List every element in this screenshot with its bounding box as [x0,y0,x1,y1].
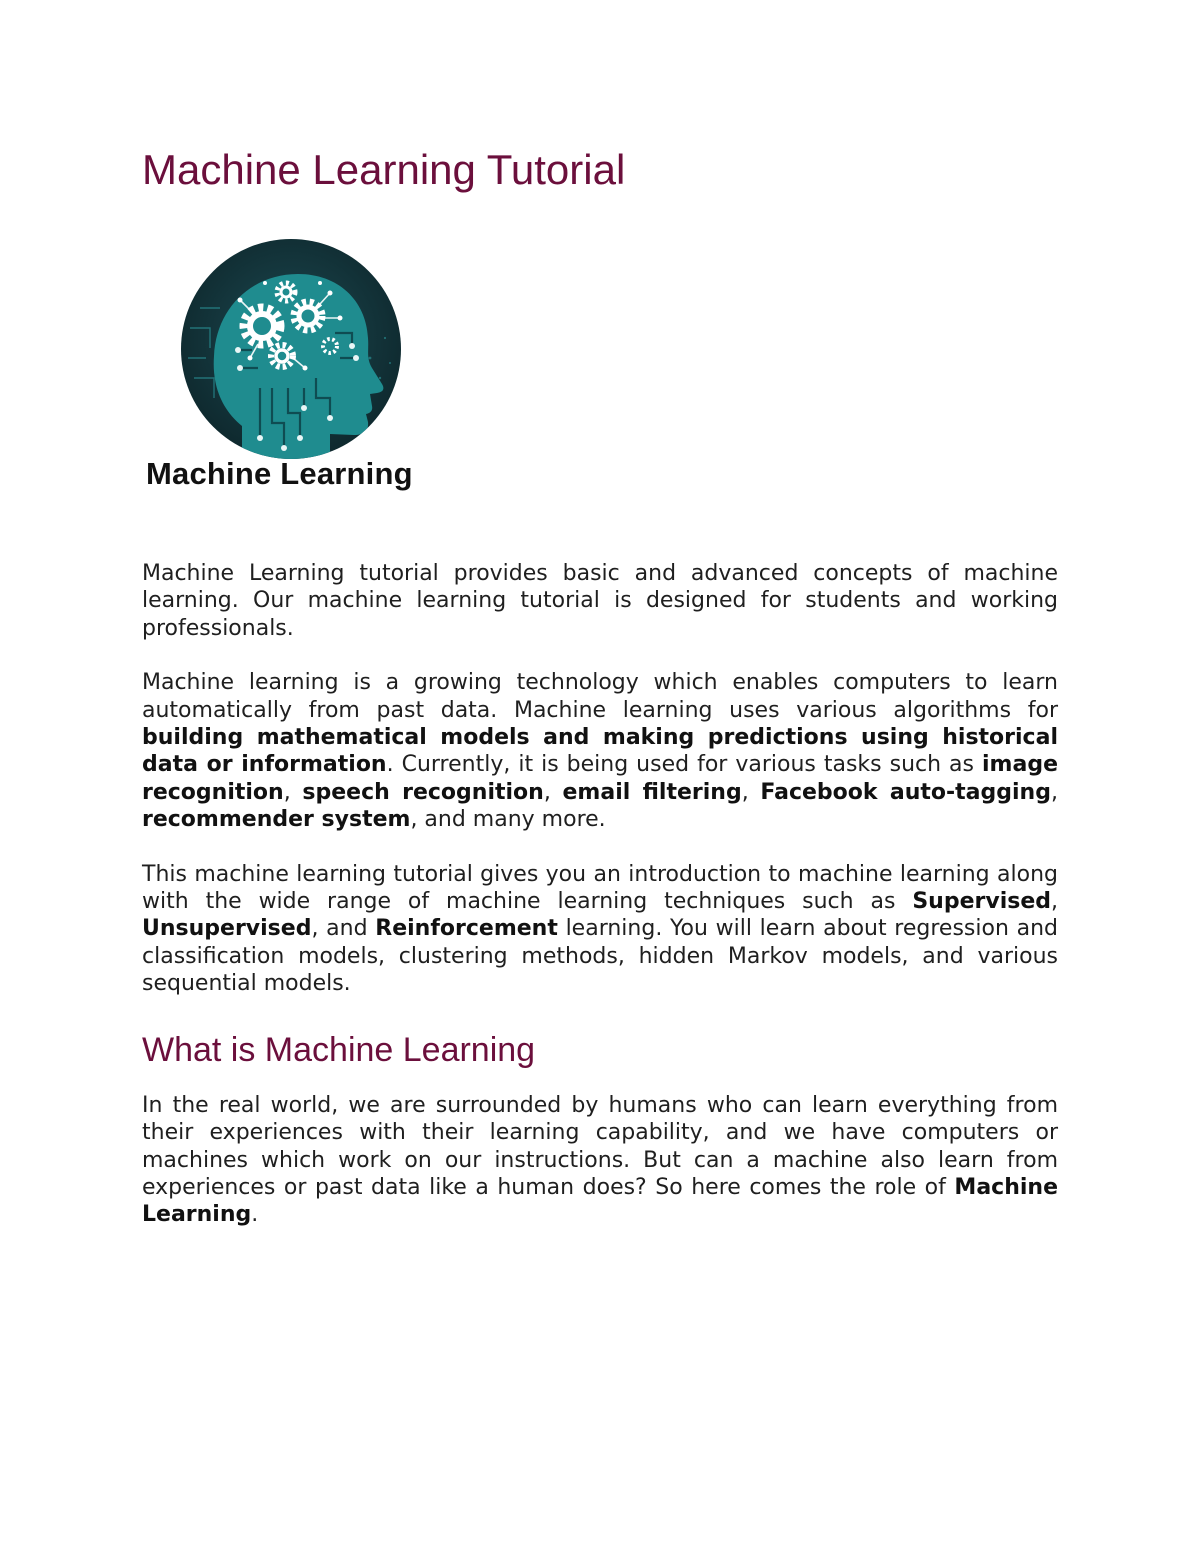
bold-span: email filtering [562,779,742,805]
machine-learning-logo [142,238,462,528]
page-title: Machine Learning Tutorial [142,146,626,193]
section-heading: What is Machine Learning [142,1030,536,1069]
bold-span: Facebook auto-tagging [760,779,1051,805]
text-span: . Currently, it is being used for various tasks such as [386,752,983,778]
bold-span: recommender system [142,807,411,833]
bold-span: image recognition [142,752,1058,805]
bold-span: Reinforcement [375,916,558,942]
text-span: , [1050,779,1058,805]
intro-paragraph-1: Machine Learning tutorial provides basic and advanced concepts of machine learning. Our machine learning tutorial is designed for students and working professionals. [142,561,1058,641]
text-span: Machine learning is a growing technology which enables computers to learn automatically from past data. Machine learning uses various algorithms for [142,670,1058,723]
text-span: In the real world, we are surrounded by humans who can learn everything from their experiences with their learning capability, and we have computers or machines which work on our instructions. But can a machine also learn from experiences or past data like a human does? So here comes the role of [142,1092,1058,1200]
intro-paragraph-2 [142,669,1058,833]
text-span: , [1051,889,1058,915]
text-span: This machine learning tutorial gives you an introduction to machine learning along with the wide range of machine learning techniques such as [142,861,1058,915]
text-span: . [251,1202,259,1228]
logo-caption: Machine Learning [146,456,413,491]
bold-span: building mathematical models and making predictions using historical data or information [142,725,1058,778]
bold-span: Unsupervised [142,916,312,942]
section-paragraph [142,1092,1058,1229]
brain-gears-icon [180,238,402,460]
text-span: learning. You will learn about regression and classification models, clustering methods, hidden Markov models, and various sequential models. [142,916,1059,997]
text-span: , [283,779,303,805]
bold-span: Machine Learning [142,1174,1058,1228]
intro-paragraph-3 [142,861,1058,998]
text-span: , [741,779,761,805]
document-content [142,140,1058,1229]
bold-span: Supervised [912,889,1051,915]
text-span: , [543,779,563,805]
text-span: , and [311,916,376,942]
bold-span: speech recognition [302,779,544,805]
text-span: , and many more. [410,807,606,833]
